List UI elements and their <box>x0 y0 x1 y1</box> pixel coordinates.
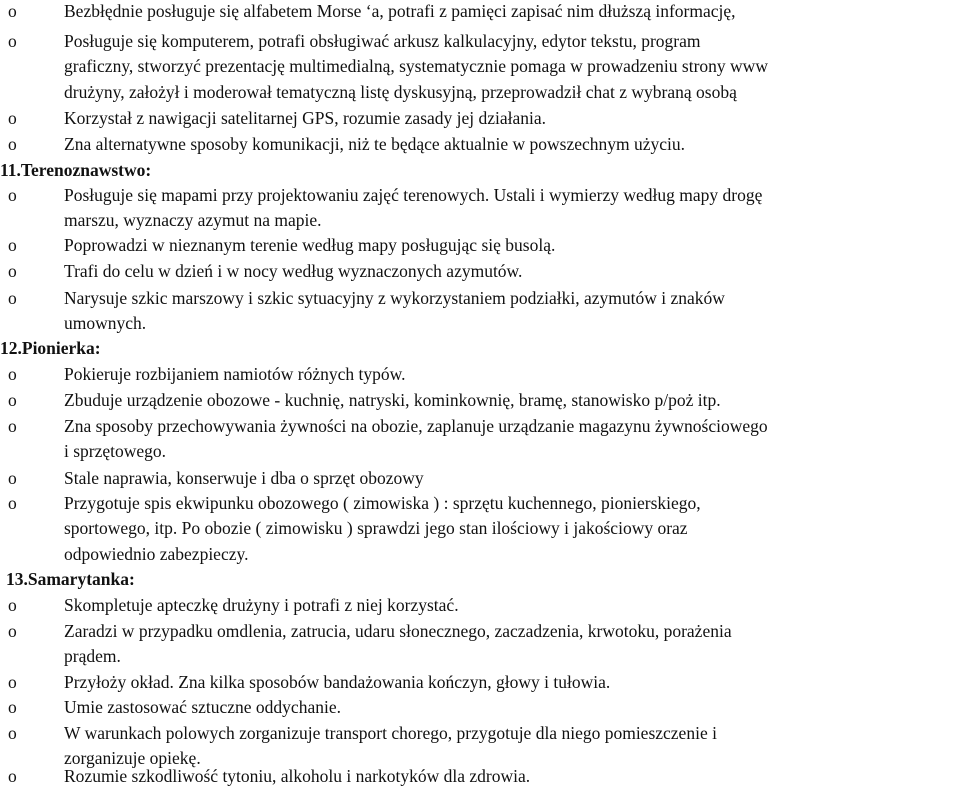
list-item-text: Stale naprawia, konserwuje i dba o sprzęt obozowy <box>64 468 424 488</box>
bullet: o <box>8 185 17 205</box>
bullet: o <box>8 416 17 436</box>
list-item-text: marszu, wyznaczy azymut na mapie. <box>64 210 322 230</box>
bullet: o <box>8 621 17 641</box>
bullet: o <box>8 493 17 513</box>
list-item-text: W warunkach polowych zorganizuje transport chorego, przygotuje dla niego pomieszczenie i <box>64 723 717 743</box>
list-item-text: Trafi do celu w dzień i w nocy według wyznaczonych azymutów. <box>64 261 523 281</box>
section-heading: 13.Samarytanka: <box>6 569 135 589</box>
bullet: o <box>8 364 17 384</box>
list-item-text: Rozumie szkodliwość tytoniu, alkoholu i narkotyków dla zdrowia. <box>64 766 531 786</box>
list-item-text: Umie zastosować sztuczne oddychanie. <box>64 697 341 717</box>
list-item-text: odpowiednio zabezpieczy. <box>64 544 249 564</box>
list-item-text: graficzny, stworzyć prezentację multimedialną, systematycznie pomaga w prowadzeniu strony www <box>64 56 768 76</box>
section-heading: 12.Pionierka: <box>0 338 101 358</box>
list-item-text: sportowego, itp. Po obozie ( zimowisku ) sprawdzi jego stan ilościowy i jakościowy oraz <box>64 518 688 538</box>
list-item-text: Zbuduje urządzenie obozowe - kuchnię, natryski, kominkownię, bramę, stanowisko p/poż itp. <box>64 390 721 410</box>
section-heading: 11.Terenoznawstwo: <box>0 160 152 180</box>
list-item-text: Korzystał z nawigacji satelitarnej GPS, rozumie zasady jej działania. <box>64 108 547 128</box>
list-item-text: prądem. <box>64 646 121 666</box>
list-item-text: Posługuje się mapami przy projektowaniu zajęć terenowych. Ustali i wymierzy według mapy drogę <box>64 185 763 205</box>
bullet: o <box>8 1 17 21</box>
list-item-text: Narysuje szkic marszowy i szkic sytuacyjny z wykorzystaniem podziałki, azymutów i znaków <box>64 288 725 308</box>
bullet: o <box>8 468 17 488</box>
list-item-text: Poprowadzi w nieznanym terenie według mapy posługując się busolą. <box>64 235 556 255</box>
bullet: o <box>8 390 17 410</box>
list-item-text: Skompletuje apteczkę drużyny i potrafi z niej korzystać. <box>64 595 459 615</box>
list-item-text: Zna sposoby przechowywania żywności na obozie, zaplanuje urządzanie magazynu żywnościowego <box>64 416 768 436</box>
bullet: o <box>8 697 17 717</box>
bullet: o <box>8 595 17 615</box>
list-item-text: umownych. <box>64 313 147 333</box>
list-item-text: drużyny, założył i moderował tematyczną listę dyskusyjną, przeprowadził chat z wybraną osobą <box>64 82 737 102</box>
list-item-text: Zna alternatywne sposoby komunikacji, niż te będące aktualnie w powszechnym użyciu. <box>64 134 686 154</box>
list-item-text: Bezbłędnie posługuje się alfabetem Morse ‘a, potrafi z pamięci zapisać nim dłuższą informację, <box>64 1 736 21</box>
list-item-text: i sprzętowego. <box>64 441 167 461</box>
bullet: o <box>8 261 17 281</box>
list-item-text: Przyłoży okład. Zna kilka sposobów bandażowania kończyn, głowy i tułowia. <box>64 672 611 692</box>
list-item-text: Pokieruje rozbijaniem namiotów różnych typów. <box>64 364 406 384</box>
bullet: o <box>8 672 17 692</box>
bullet: o <box>8 235 17 255</box>
list-item-text: Zaradzi w przypadku omdlenia, zatrucia, udaru słonecznego, zaczadzenia, krwotoku, porażenia <box>64 621 732 641</box>
bullet: o <box>8 766 17 786</box>
bullet: o <box>8 288 17 308</box>
bullet: o <box>8 108 17 128</box>
list-item-text: Posługuje się komputerem, potrafi obsługiwać arkusz kalkulacyjny, edytor tekstu, program <box>64 31 701 51</box>
bullet: o <box>8 134 17 154</box>
list-item-text: zorganizuje opiekę. <box>64 748 201 768</box>
bullet: o <box>8 31 17 51</box>
bullet: o <box>8 723 17 743</box>
list-item-text: Przygotuje spis ekwipunku obozowego ( zimowiska ) : sprzętu kuchennego, pionierskiego, <box>64 493 701 513</box>
